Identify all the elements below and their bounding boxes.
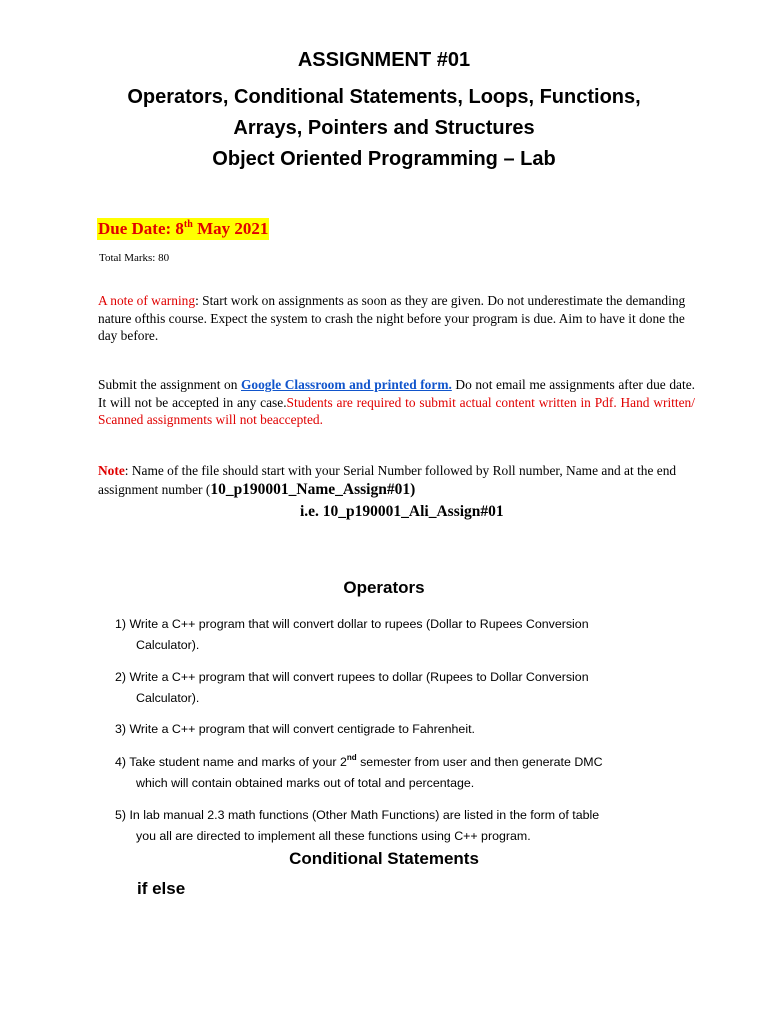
note-paragraph: Note: Name of the file should start with your Serial Number followed by Roll number, Name and at the end assignment number (10_p190001_Name_Assign#01)	[98, 463, 677, 498]
warning-label: A note of warning	[98, 293, 196, 308]
google-classroom-link[interactable]: Google Classroom and printed form.	[241, 377, 452, 392]
question-3: 3) Write a C++ program that will convert centigrade to Fahrenheit.	[115, 722, 475, 736]
course-title: Object Oriented Programming – Lab	[212, 148, 556, 170]
question-4: 4) Take student name and marks of your 2nd semester from user and then generate DMC which will contain obtained marks out of total and percentage.	[115, 753, 603, 790]
question-1: 1) Write a C++ program that will convert dollar to rupees (Dollar to Rupees Conversion Calculator).	[115, 617, 589, 652]
question-2: 2) Write a C++ program that will convert rupees to dollar (Rupees to Dollar Conversion Calculator).	[115, 670, 589, 705]
assignment-subtitle-line1: Operators, Conditional Statements, Loops, Functions,	[127, 86, 641, 108]
filename-example: i.e. 10_p190001_Ali_Assign#01	[300, 503, 504, 520]
filename-format: 10_p190001_Name_Assign#01	[210, 481, 411, 498]
submission-requirement: Students are required to submit actual content written in Pdf. Hand written/ Scanned assignments will not beaccepted.	[98, 394, 695, 427]
note-label: Note	[98, 463, 125, 478]
submit-paragraph: Submit the assignment on Google Classroom and printed form. Do not email me assignments after due date. It will not be accepted in any case.Students are required to submit actual content written in Pdf. Hand written/ Scanned assignments will not beaccepted.	[98, 377, 695, 427]
conditional-statements-heading: Conditional Statements	[289, 849, 479, 868]
due-date: Due Date: 8th May 2021	[98, 219, 269, 238]
if-else-heading: if else	[137, 879, 186, 898]
total-marks: Total Marks: 80	[99, 252, 170, 264]
question-5: 5) In lab manual 2.3 math functions (Other Math Functions) are listed in the form of table you all are directed to implement all these functions using C++ program.	[115, 808, 600, 843]
warning-paragraph: A note of warning: Start work on assignments as soon as they are given. Do not underestimate the demanding nature ofthis course. Expect the system to crash the night before your program is due. Aim to have it done the day before.	[98, 293, 686, 343]
operators-heading: Operators	[343, 578, 425, 597]
assignment-subtitle-line2: Arrays, Pointers and Structures	[233, 117, 535, 139]
assignment-title: ASSIGNMENT #01	[297, 49, 471, 71]
